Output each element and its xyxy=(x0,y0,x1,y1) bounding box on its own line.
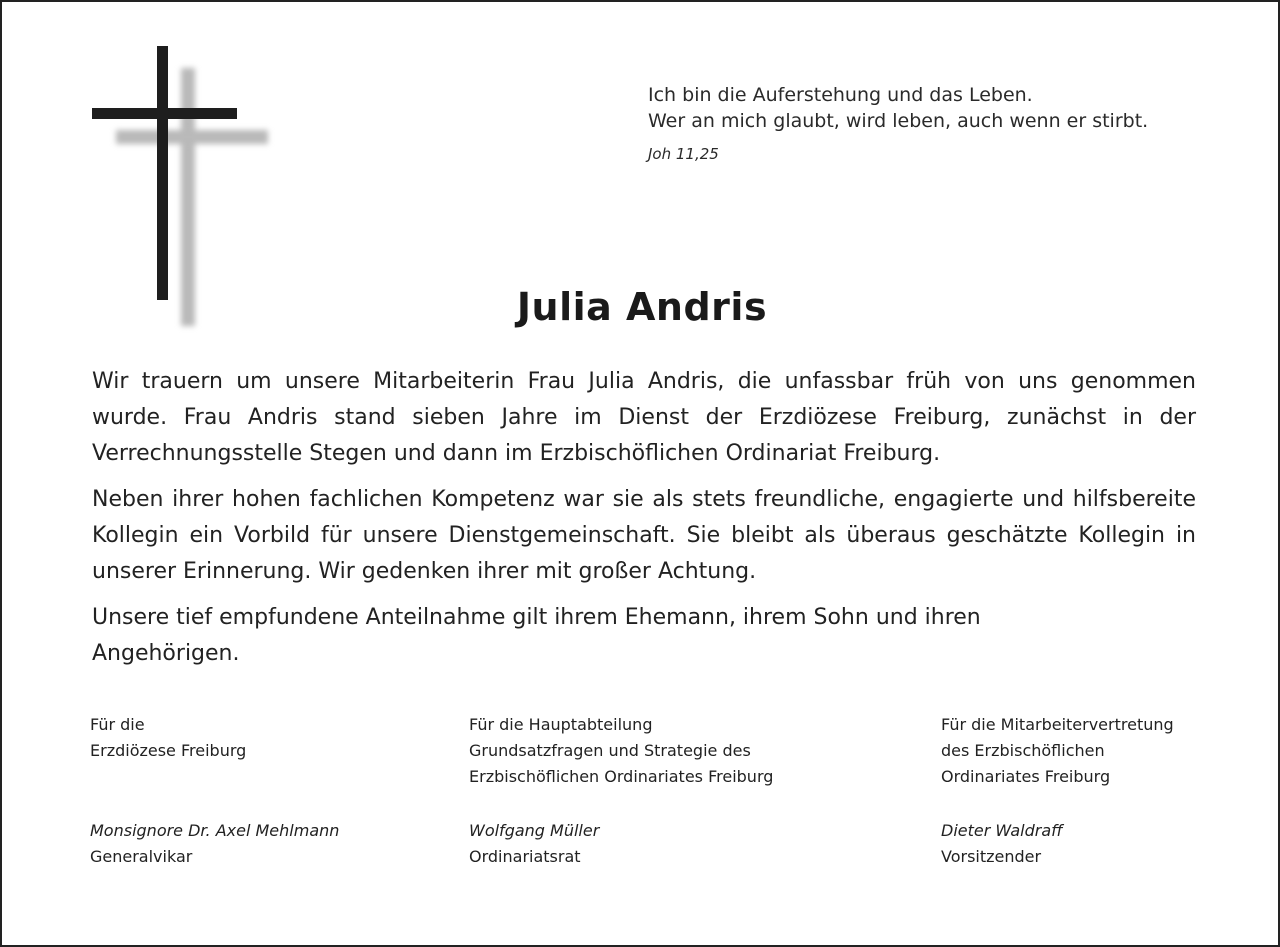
signer-name: Wolfgang Müller xyxy=(469,821,600,840)
signer-role: Generalvikar xyxy=(90,847,193,866)
signer xyxy=(90,818,339,870)
paragraph-2: Neben ihrer hohen fachlichen Kompetenz war sie als stets freundliche, engagierte und hilfsbereite Kollegin ein Vorbild für unsere Dienstgemeinschaft. Sie bleibt als überaus geschätzte Kollegin in unserer Erinnerung. Wir gedenken ihrer mit großer Achtung. xyxy=(92,487,1196,584)
org-line: Für die Mitarbeitervertretung xyxy=(941,715,1174,734)
signature-block-diocese xyxy=(90,712,339,870)
paragraph-3: Unsere tief empfundene Anteilnahme gilt ihrem Ehemann, ihrem Sohn und ihren Angehörigen. xyxy=(92,605,981,666)
signature-block-department xyxy=(469,712,773,870)
signature-organization xyxy=(469,712,773,790)
deceased-name: Julia Andris xyxy=(516,285,768,329)
signer xyxy=(941,818,1174,870)
org-line: Für die xyxy=(90,715,145,734)
org-line: Ordinariates Freiburg xyxy=(941,767,1111,786)
signer xyxy=(469,818,773,870)
org-line: Grundsatzfragen und Strategie des xyxy=(469,741,751,760)
signer-name: Dieter Waldraff xyxy=(941,821,1063,840)
org-line: Für die Hauptabteilung xyxy=(469,715,653,734)
signer-name: Monsignore Dr. Axel Mehlmann xyxy=(90,821,340,840)
quote-line-2: Wer an mich glaubt, wird leben, auch wenn er stirbt. xyxy=(648,110,1149,132)
quote-reference: Joh 11,25 xyxy=(648,145,719,163)
signature-organization xyxy=(941,712,1174,790)
signature-block-staff-council xyxy=(941,712,1174,870)
signer-role: Ordinariatsrat xyxy=(469,847,581,866)
paragraph-1: Wir trauern um unsere Mitarbeiterin Frau Julia Andris, die unfassbar früh von uns genommen wurde. Frau Andris stand sieben Jahre im Dienst der Erzdiözese Freiburg, zunächst in der Verrechnungsstelle Stegen und dann im Erzbischöflichen Ordinariat Freiburg. xyxy=(92,369,1196,466)
org-line: Erzdiözese Freiburg xyxy=(90,741,247,760)
org-line: des Erzbischöflichen xyxy=(941,741,1105,760)
org-line: Erzbischöflichen Ordinariates Freiburg xyxy=(469,767,774,786)
obituary-text xyxy=(92,364,1196,682)
signature-organization xyxy=(90,712,339,764)
signer-role: Vorsitzender xyxy=(941,847,1042,866)
quote-line-1: Ich bin die Auferstehung und das Leben. xyxy=(648,84,1033,106)
bible-quote xyxy=(648,82,1148,164)
